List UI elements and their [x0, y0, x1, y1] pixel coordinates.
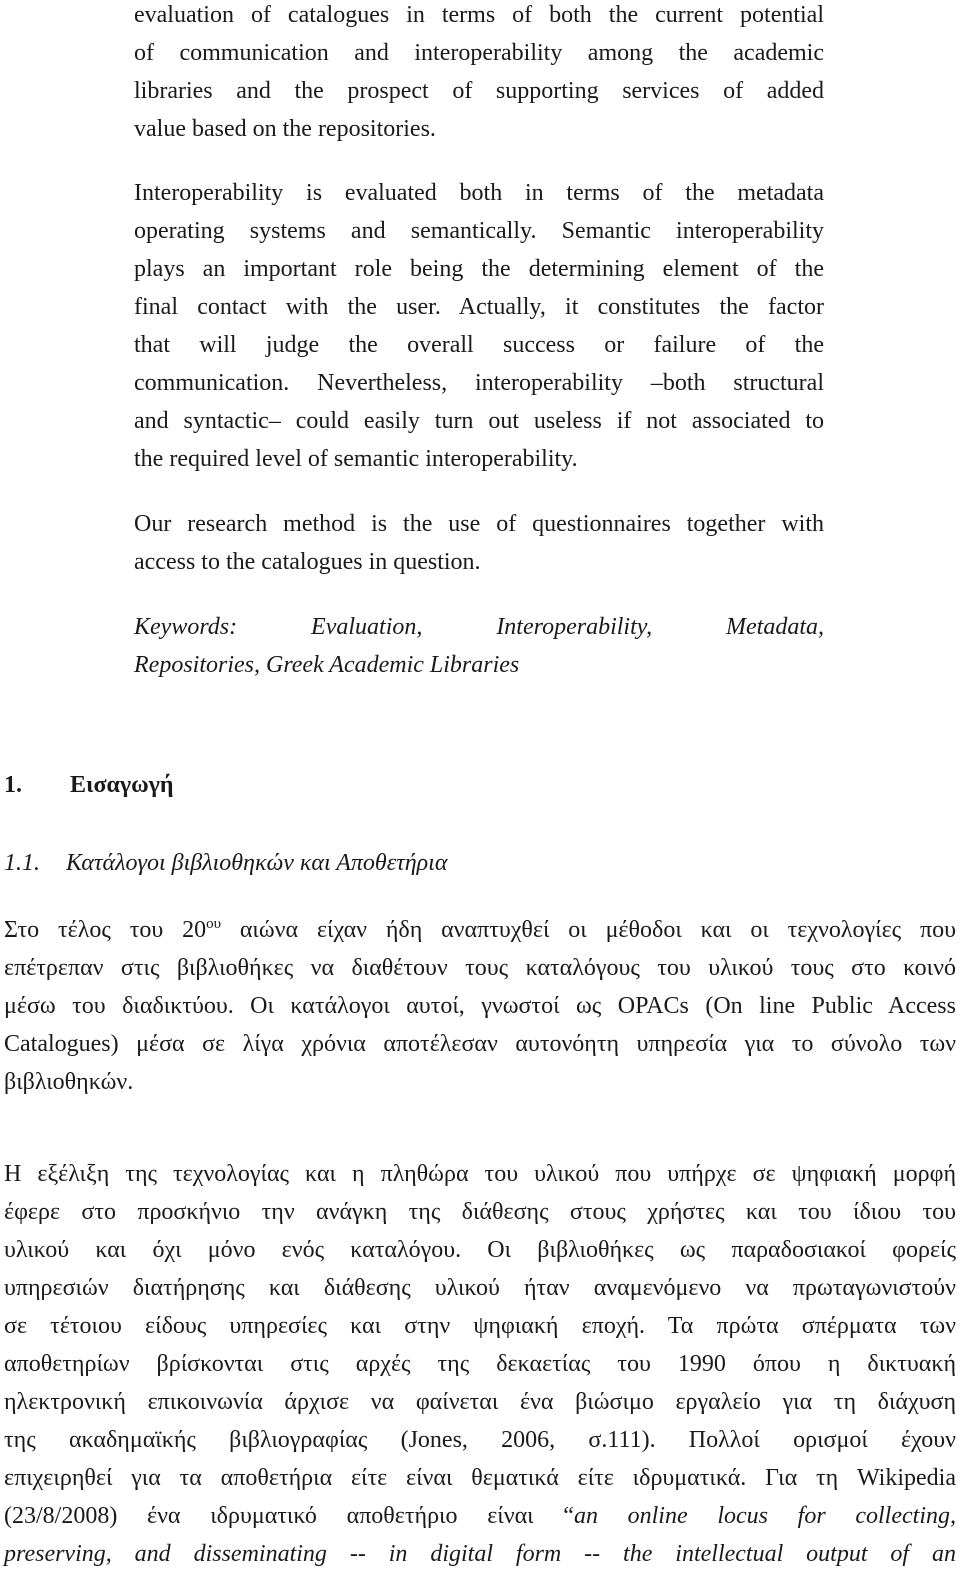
section-number: 1.	[4, 772, 22, 798]
text-line: της ακαδημαϊκής βιβλιογραφίας (Jones, 2006, σ.111). Πολλοί ορισμοί έχουν	[4, 1427, 956, 1453]
ordinal-superscript: ου	[206, 916, 222, 932]
text-line: υλικού και όχι μόνο ενός καταλόγου. Οι βιβλιοθήκες ως παραδοσιακοί φορείς	[4, 1237, 956, 1263]
text-line: of communication and interoperability among the academic	[134, 40, 824, 66]
text-line: Catalogues) μέσα σε λίγα χρόνια αποτέλεσαν αυτονόητη υπηρεσία για το σύνολο των	[4, 1031, 956, 1057]
text-segment: Στο τέλος του 20	[4, 917, 207, 943]
text-line	[4, 911, 956, 949]
text-line: communication. Nevertheless, interoperability –both structural	[134, 370, 824, 396]
abstract-paragraph-3	[134, 505, 824, 581]
text-line: that will judge the overall success or failure of the	[134, 332, 824, 358]
text-line: Interoperability is evaluated both in terms of the metadata	[134, 180, 824, 206]
text-line: αποθετηρίων βρίσκονται στις αρχές της δεκαετίας του 1990 όπου η δικτυακή	[4, 1351, 956, 1377]
text-line: Our research method is the use of questionnaires together with	[134, 511, 824, 537]
text-line: libraries and the prospect of supporting services of added	[134, 78, 824, 104]
text-line: the required level of semantic interoperability.	[134, 446, 578, 472]
subsection-number: 1.1.	[4, 850, 40, 876]
text-line: Repositories, Greek Academic Libraries	[134, 652, 520, 678]
text-line: value based on the repositories.	[134, 116, 436, 142]
text-segment: (23/8/2008) ένα ιδρυματικό αποθετήριο είναι “	[4, 1503, 574, 1529]
section-title: Εισαγωγή	[70, 772, 174, 798]
text-line: επέτρεπαν στις βιβλιοθήκες να διαθέτουν τους καταλόγους του υλικού τους στο κοινό	[4, 955, 956, 981]
text-line: operating systems and semantically. Semantic interoperability	[134, 218, 824, 244]
text-line: σε τέτοιου είδους υπηρεσίες και στην ψηφιακή εποχή. Τα πρώτα σπέρματα των	[4, 1313, 956, 1339]
abstract-paragraph-2	[134, 174, 824, 478]
text-line: Keywords: Evaluation, Interoperability, Metadata,	[134, 614, 824, 640]
keywords	[134, 608, 824, 684]
text-line: Η εξέλιξη της τεχνολογίας και η πληθώρα του υλικού που υπήρχε σε ψηφιακή μορφή	[4, 1161, 956, 1187]
text-line: and syntactic– could easily turn out useless if not associated to	[134, 408, 824, 434]
text-line: access to the catalogues in question.	[134, 549, 481, 575]
text-line: final contact with the user. Actually, it constitutes the factor	[134, 294, 824, 320]
text-line: plays an important role being the determining element of the	[134, 256, 824, 282]
quote-segment: an online locus for collecting,	[573, 1503, 956, 1529]
abstract-paragraph-1	[134, 0, 824, 148]
text-line: μέσω του διαδικτύου. Οι κατάλογοι αυτοί, γνωστοί ως OPACs (On line Public Access	[4, 993, 956, 1019]
text-segment: αιώνα είχαν ήδη αναπτυχθεί οι μέθοδοι και οι τεχνολογίες που	[221, 917, 956, 943]
text-line	[4, 1497, 956, 1535]
text-line: ηλεκτρονική επικοινωνία άρχισε να φαίνεται ένα βιώσιμο εργαλείο για τη διάχυση	[4, 1389, 956, 1415]
greek-paragraph-1	[4, 911, 956, 1101]
text-line: επιχειρηθεί για τα αποθετήρια είτε είναι θεματικά είτε ιδρυματικά. Για τη Wikipedia	[4, 1465, 956, 1491]
text-line: βιβλιοθηκών.	[4, 1069, 134, 1095]
text-line: preserving, and disseminating -- in digital form -- the intellectual output of an	[4, 1541, 956, 1567]
section-heading	[4, 770, 22, 800]
text-line: υπηρεσιών διατήρησης και διάθεσης υλικού ήταν αναμενόμενο να πρωταγωνιστούν	[4, 1275, 956, 1301]
greek-paragraph-2	[4, 1155, 956, 1573]
text-line: evaluation of catalogues in terms of both the current potential	[134, 2, 824, 28]
subsection-title: Κατάλογοι βιβλιοθηκών και Αποθετήρια	[66, 850, 448, 876]
text-line: έφερε στο προσκήνιο την ανάγκη της διάθεσης στους χρήστες και του ίδιου του	[4, 1199, 956, 1225]
